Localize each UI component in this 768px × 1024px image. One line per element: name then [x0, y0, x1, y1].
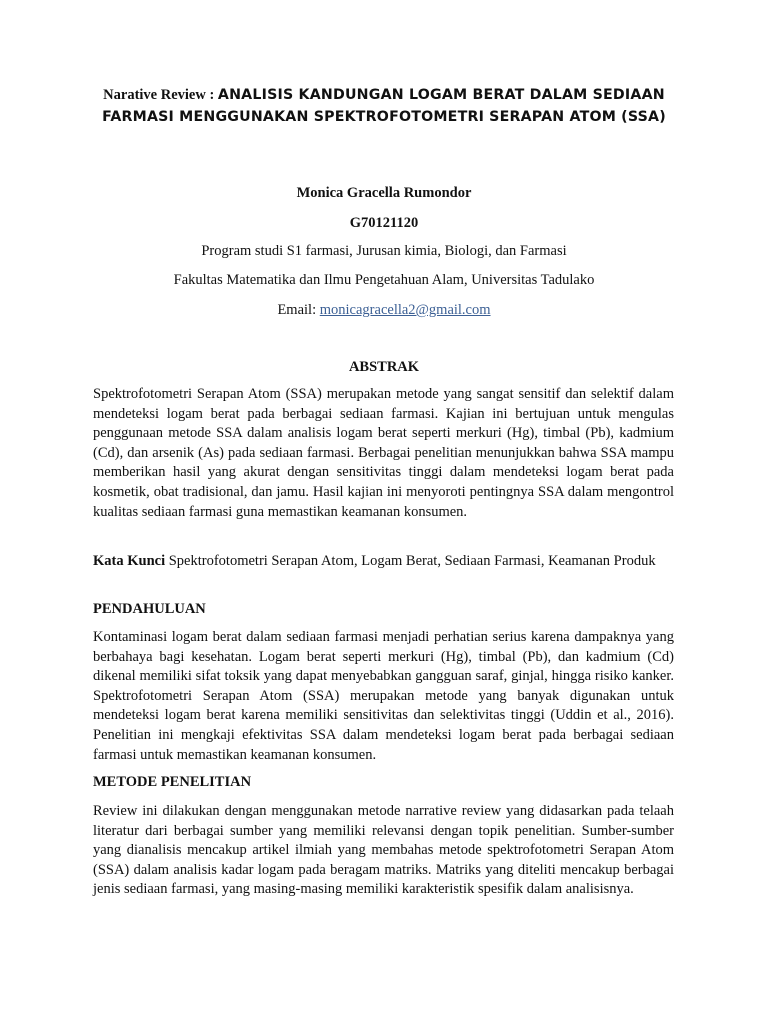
email-link[interactable]: monicagracella2@gmail.com — [319, 302, 491, 318]
student-id: G70121120 — [349, 215, 419, 231]
faculty: Fakultas Matematika dan Ilmu Pengetahuan Alam, Universitas Tadulako — [173, 272, 595, 288]
email-line — [93, 302, 675, 319]
methods-text: Review ini dilakukan dengan menggunakan metode narrative review yang didasarkan pada telaah literatur dari berbagai sumber yang memiliki relevansi dengan topik penelitian. Sumber-sumber yang dianalisis mencakup artikel ilmiah yang membahas metode spektrofotometri Serapan Atom (SSA) dalam analisis kadar logam pada beragam matriks. Matriks yang diteliti mencakup berbagai jenis sediaan farmasi, yang masing-masing memiliki karakteristik spesifik dalam analisisnya. — [93, 803, 674, 898]
keywords-text: Spektrofotometri Serapan Atom, Logam Berat, Sediaan Farmasi, Keamanan Produk — [165, 553, 656, 569]
study-program: Program studi S1 farmasi, Jurusan kimia, Biologi, dan Farmasi — [201, 243, 567, 259]
methods-heading: METODE PENELITIAN — [93, 774, 252, 790]
email-label: Email: — [277, 302, 320, 318]
keywords-label: Kata Kunci — [93, 553, 166, 569]
introduction-text: Kontaminasi logam berat dalam sediaan farmasi menjadi perhatian serius karena dampaknya yang berbahaya bagi kesehatan. Logam berat seperti merkuri (Hg), timbal (Pb), dan kadmium (Cd) dikenal memiliki sifat toksik yang dapat menyebabkan gangguan saraf, ginjal, hingga risiko kanker. Spektrofotometri Serapan Atom (SSA) merupakan metode yang banyak digunakan untuk mendeteksi logam berat karena memiliki sensitivitas dan selektivitas tinggi (Uddin et al., 2016). Penelitian ini mengkaji efektivitas SSA dalam mendeteksi logam berat pada berbagai sediaan farmasi untuk memastikan keamanan konsumen. — [93, 629, 674, 763]
author-name: Monica Gracella Rumondor — [296, 185, 472, 201]
keywords — [93, 552, 674, 572]
abstract-text: Spektrofotometri Serapan Atom (SSA) merupakan metode yang sangat sensitif dan selektif dalam mendeteksi logam berat pada berbagai sediaan farmasi. Kajian ini bertujuan untuk mengulas penggunaan metode SSA dalam analisis logam berat seperti merkuri (Hg), timbal (Pb), kadmium (Cd), dan arsenik (As) pada sediaan farmasi. Berbagai penelitian menunjukkan bahwa SSA mampu memberikan hasil yang akurat dengan sensitivitas tinggi dalam mendeteksi logam berat pada kosmetik, obat tradisional, dan jamu. Hasil kajian ini menyoroti pentingnya SSA dalam mengontrol kualitas sediaan farmasi guna memastikan keamanan konsumen. — [93, 386, 674, 520]
abstract-heading: ABSTRAK — [348, 359, 420, 375]
document-title — [93, 84, 675, 128]
title-main: ANALISIS KANDUNGAN LOGAM BERAT DALAM SEDIAAN FARMASI MENGGUNAKAN SPEKTROFOTOMETRI SERAPAN ATOM (SSA) — [102, 87, 666, 125]
introduction-heading: PENDAHULUAN — [93, 601, 206, 617]
title-prefix: Narative Review : — [103, 87, 218, 103]
